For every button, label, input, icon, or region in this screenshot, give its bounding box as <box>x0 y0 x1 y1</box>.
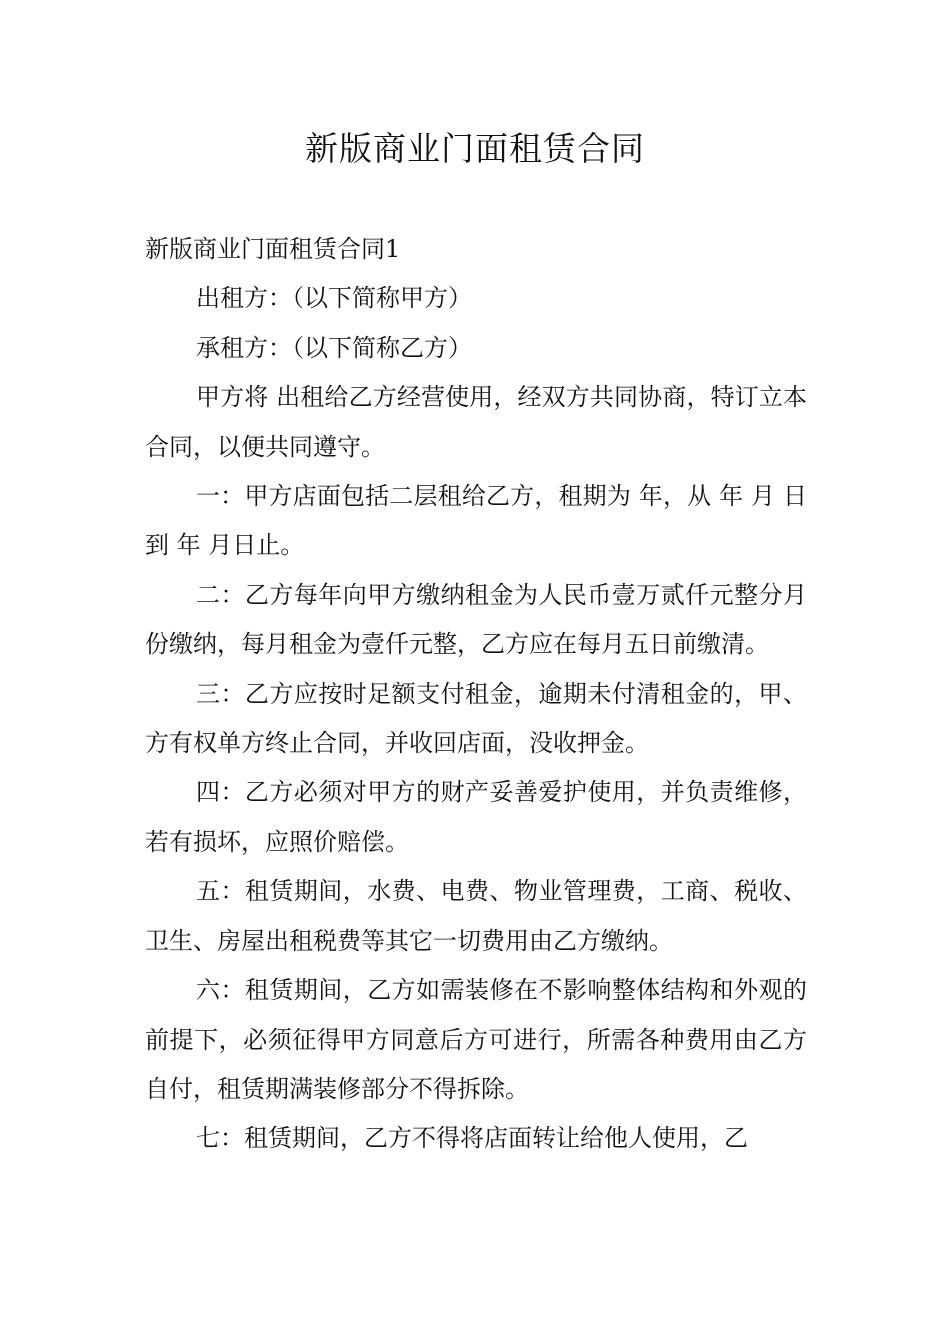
paragraph-clause-2: 二：乙方每年向甲方缴纳租金为人民币壹万贰仟元整分月份缴纳，每月租金为壹仟元整，乙方应在每月五日前缴清。 <box>145 580 807 659</box>
paragraph-clause-1: 一：甲方店面包括二层租给乙方，租期为 年，从 年 月 日到 年 月日止。 <box>145 482 807 560</box>
paragraph-clause-6: 六：租赁期间，乙方如需装修在不影响整体结构和外观的前提下，必须征得甲方同意后方可进行，所需各种费用由乙方自付，租赁期满装修部分不得拆除。 <box>145 976 807 1103</box>
paragraph-clause-4: 四：乙方必须对甲方的财产妥善爱护使用，并负责维修，若有损坏，应照价赔偿。 <box>145 778 807 856</box>
paragraph-clause-3: 三：乙方应按时足额支付租金，逾期未付清租金的，甲、方有权单方终止合同，并收回店面，没收押金。 <box>145 679 807 758</box>
paragraph-clause-7: 七：租赁期间，乙方不得将店面转让给他人使用，乙 <box>196 1124 748 1153</box>
document-body <box>145 225 807 1164</box>
document-subtitle: 新版商业门面租赁合同1 <box>145 235 401 263</box>
paragraph-intro: 甲方将 出租给乙方经营使用，经双方共同协商，特订立本合同，以便共同遵守。 <box>145 383 807 461</box>
document-title: 新版商业门面租赁合同 <box>305 129 645 168</box>
paragraph-lessee: 承租方：（以下简称乙方） <box>196 333 472 362</box>
paragraph-clause-5: 五：租赁期间，水费、电费、物业管理费，工商、税收、卫生、房屋出租税费等其它一切费用由乙方缴纳。 <box>145 877 807 955</box>
paragraph-lessor: 出租方：（以下简称甲方） <box>196 284 472 313</box>
